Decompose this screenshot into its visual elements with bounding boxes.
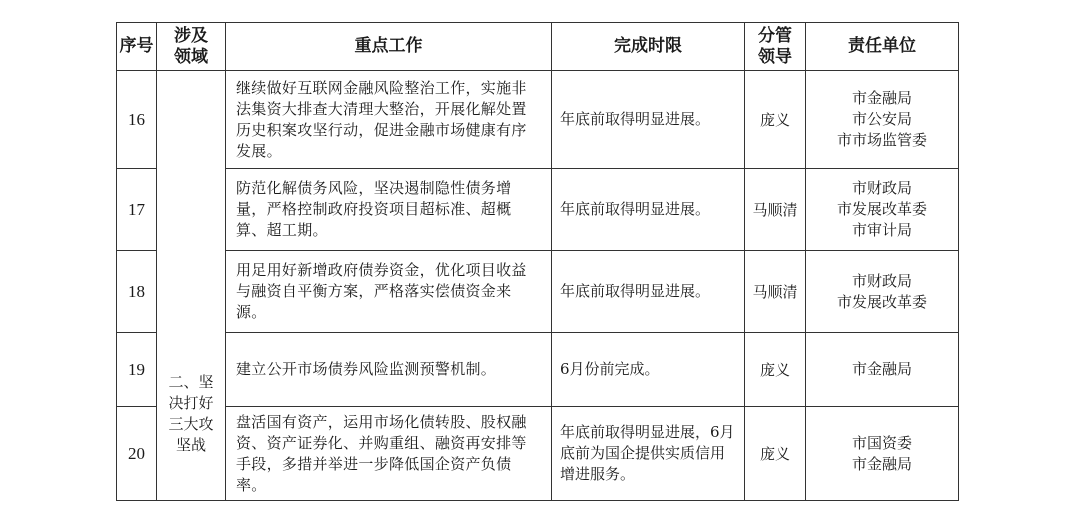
header-seq: 序号 xyxy=(117,23,157,71)
row-work: 用足用好新增政府债券资金，优化项目收益与融资自平衡方案，严格落实偿债资金来源。 xyxy=(226,251,552,333)
row-deadline: 6月份前完成。 xyxy=(552,333,745,407)
row-deadline: 年底前取得明显进展。 xyxy=(552,251,745,333)
table-row xyxy=(117,251,959,333)
row-deadline: 年底前取得明显进展，6月底前为国企提供实质信用增进服务。 xyxy=(552,407,745,501)
row-work: 继续做好互联网金融风险整治工作，实施非法集资大排查大清理大整治，开展化解处置历史积案攻坚行动，促进金融市场健康有序发展。 xyxy=(226,71,552,169)
row-seq: 18 xyxy=(117,251,157,333)
row-leader: 马顺清 xyxy=(745,169,806,251)
header-work: 重点工作 xyxy=(226,23,552,71)
row-units: 市金融局 xyxy=(806,333,959,407)
table-row xyxy=(117,71,959,169)
table-row xyxy=(117,169,959,251)
row-leader: 马顺清 xyxy=(745,251,806,333)
row-units: 市金融局 市公安局 市市场监管委 xyxy=(806,71,959,169)
header-row xyxy=(117,23,959,71)
row-leader: 庞义 xyxy=(745,407,806,501)
row-work: 防范化解债务风险，坚决遏制隐性债务增量，严格控制政府投资项目超标准、超概算、超工期。 xyxy=(226,169,552,251)
row-leader: 庞义 xyxy=(745,333,806,407)
key-work-table xyxy=(116,22,959,501)
row-seq: 17 xyxy=(117,169,157,251)
row-units: 市财政局 市发展改革委 市审计局 xyxy=(806,169,959,251)
header-field: 涉及领域 xyxy=(157,23,226,71)
row-deadline: 年底前取得明显进展。 xyxy=(552,71,745,169)
row-units: 市国资委 市金融局 xyxy=(806,407,959,501)
table-row xyxy=(117,333,959,407)
row-seq: 19 xyxy=(117,333,157,407)
row-deadline: 年底前取得明显进展。 xyxy=(552,169,745,251)
row-seq: 20 xyxy=(117,407,157,501)
row-work: 建立公开市场债券风险监测预警机制。 xyxy=(226,333,552,407)
row-work: 盘活国有资产，运用市场化债转股、股权融资、资产证券化、并购重组、融资再安排等手段，多措并举进一步降低国企资产负债率。 xyxy=(226,407,552,501)
header-deadline: 完成时限 xyxy=(552,23,745,71)
table-row xyxy=(117,407,959,501)
field-cell: 二、坚决打好三大攻坚战 xyxy=(157,71,226,501)
row-seq: 16 xyxy=(117,71,157,169)
row-leader: 庞义 xyxy=(745,71,806,169)
header-leader: 分管领导 xyxy=(745,23,806,71)
row-units: 市财政局 市发展改革委 xyxy=(806,251,959,333)
header-unit: 责任单位 xyxy=(806,23,959,71)
